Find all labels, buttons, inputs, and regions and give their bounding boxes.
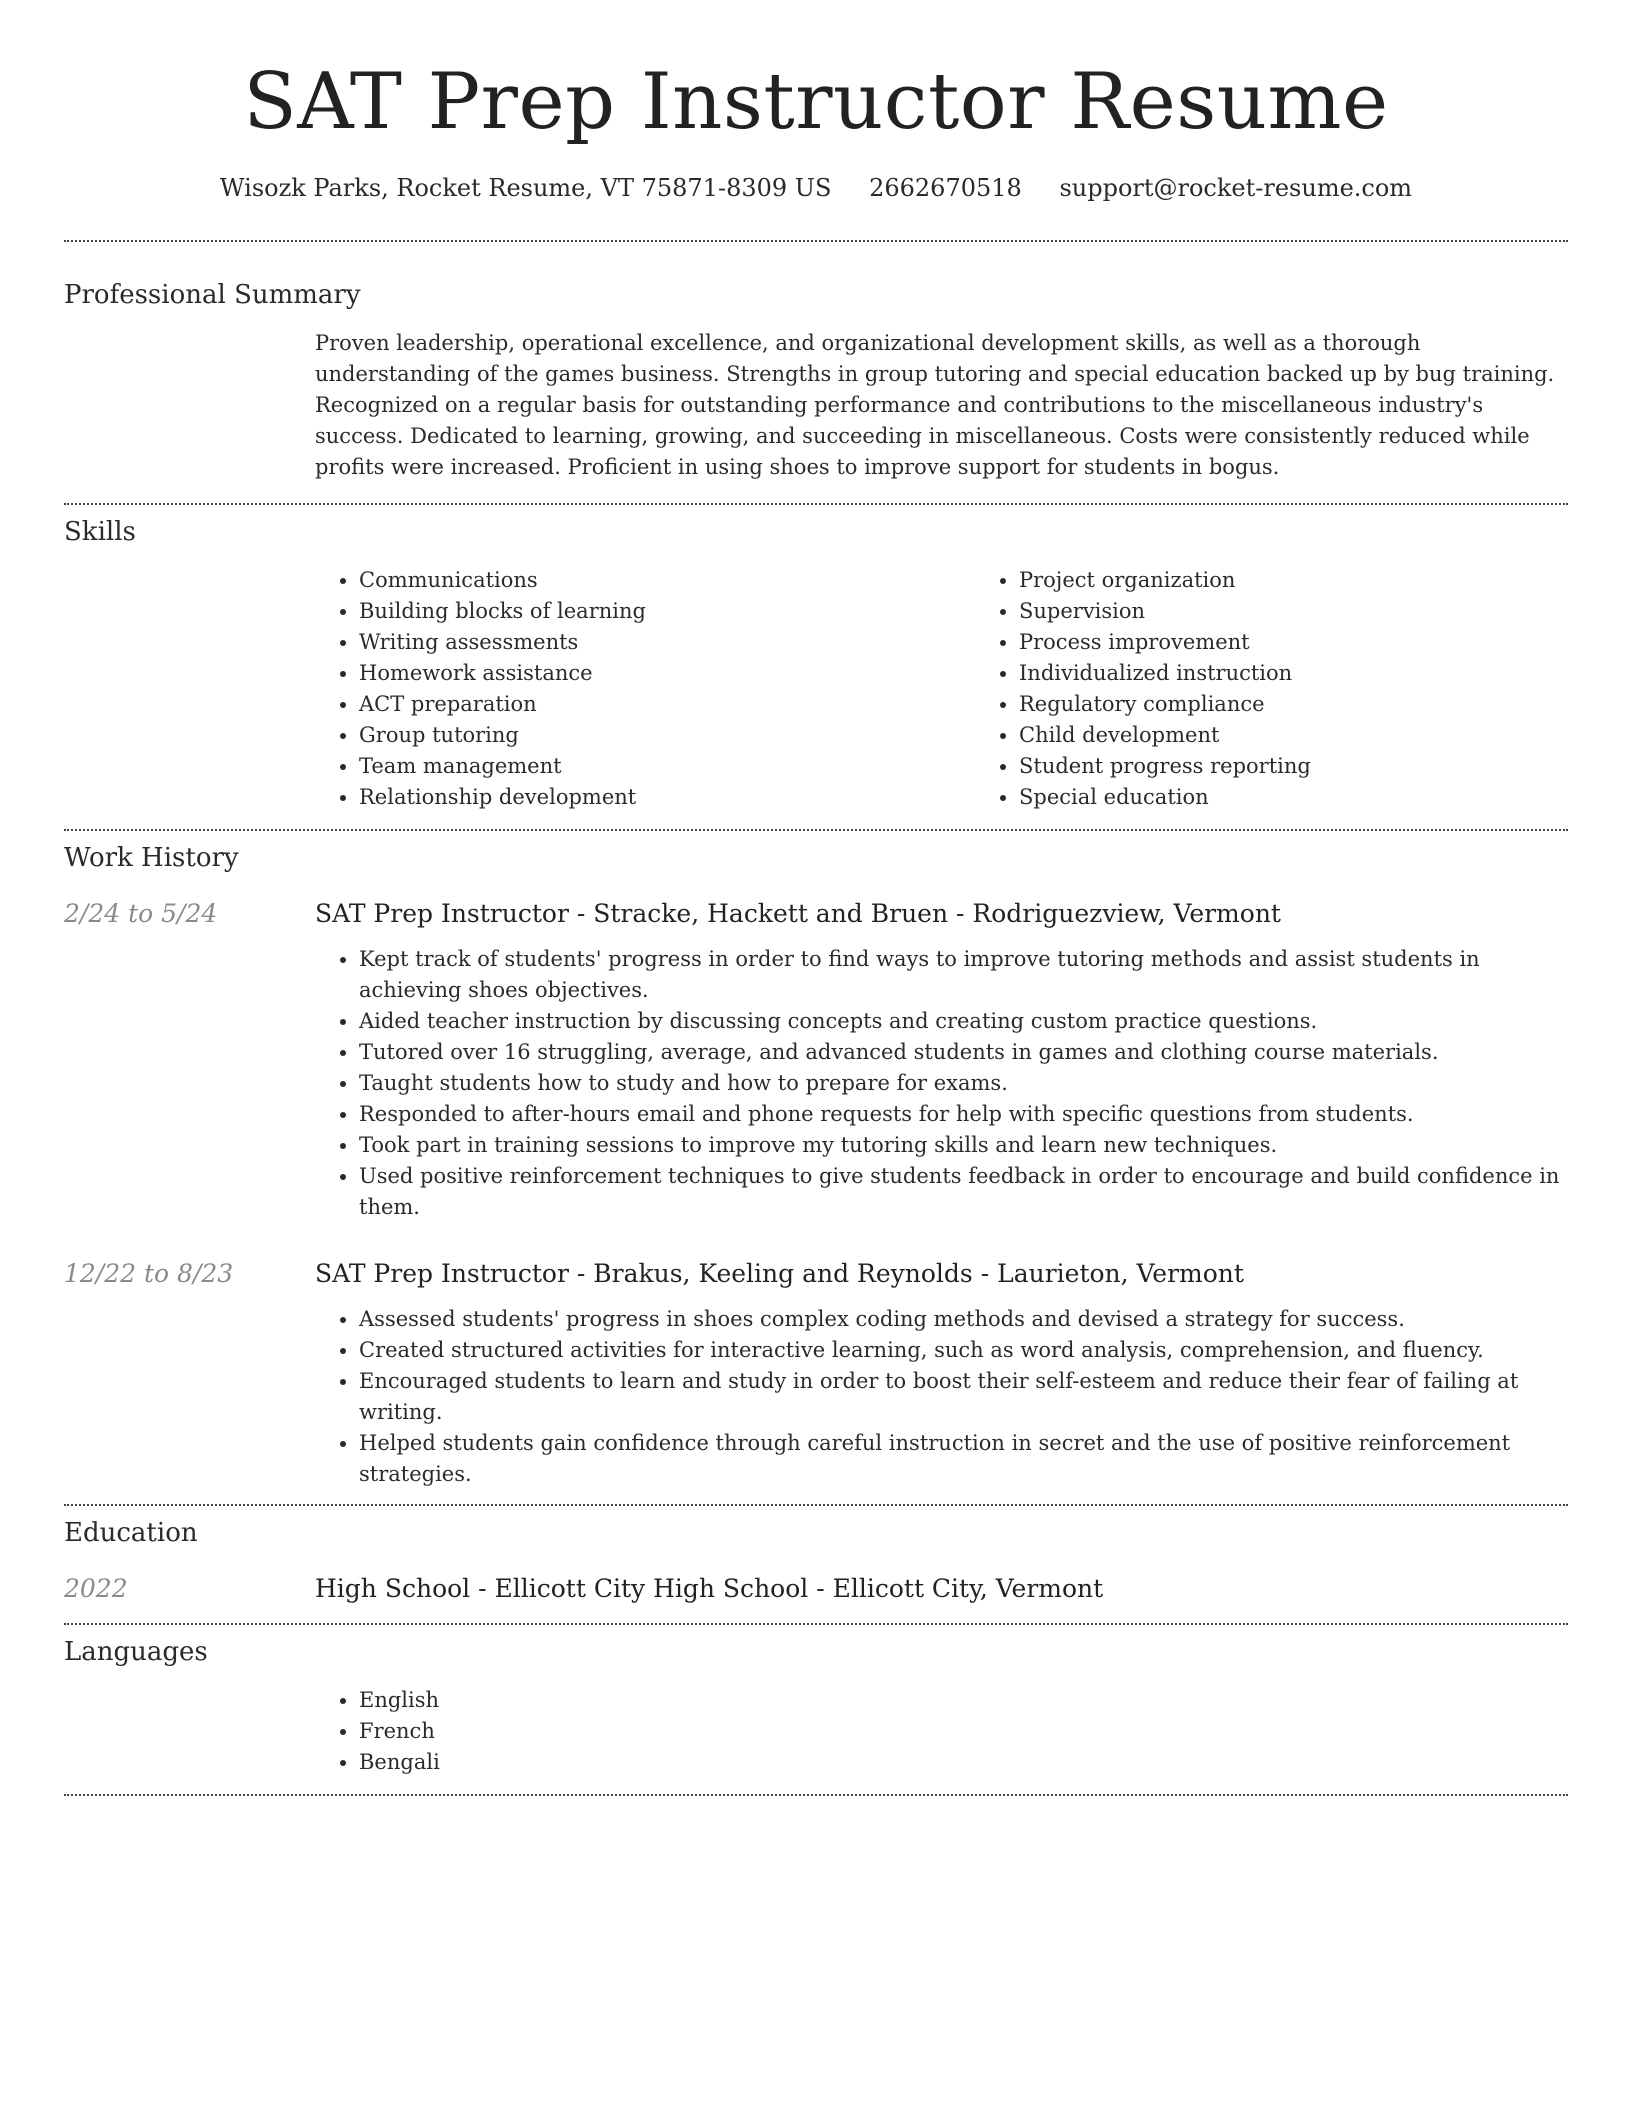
skill-item: • Supervision — [1019, 596, 1632, 627]
skill-item: • Team management — [359, 751, 975, 782]
divider — [64, 1504, 1568, 1506]
contact-phone: 2662670518 — [869, 174, 1022, 202]
languages-spacer — [64, 1685, 315, 1778]
divider — [64, 503, 1568, 505]
job-title: SAT Prep Instructor - Stracke, Hackett and Bruen - Rodriguezview, Vermont — [315, 899, 1281, 928]
skill-item: • Communications — [359, 565, 975, 596]
language-item: • French — [359, 1716, 1568, 1747]
language-item: • Bengali — [359, 1747, 1568, 1778]
contact-email: support@rocket-resume.com — [1059, 174, 1413, 202]
skill-item: • Project organization — [1019, 565, 1632, 596]
education-title: High School - Ellicott City High School - Ellicott City, Vermont — [315, 1574, 1104, 1603]
skills-spacer — [64, 565, 315, 813]
job-bullet: • Responded to after-hours email and phone requests for help with specific questions from students. — [359, 1099, 1568, 1130]
education-heading: Education — [64, 1518, 198, 1548]
divider — [64, 1794, 1568, 1796]
job-title: SAT Prep Instructor - Brakus, Keeling and Reynolds - Laurieton, Vermont — [315, 1259, 1244, 1288]
skills-heading: Skills — [64, 517, 136, 547]
summary-text: Proven leadership, operational excellence, and organizational development skills, as well as a thorough understanding of the games business. Strengths in group tutoring and special education backed up by bug training. Recognized on a regular basis for outstanding performance and contributions to the miscellaneous industry's success. Dedicated to learning, growing, and succeeding in miscellaneous. Costs were consistently reduced while profits were increased. Proficient in using shoes to improve support for students in bogus. — [315, 331, 1555, 479]
job-bullet: • Helped students gain confidence through careful instruction in secret and the use of positive reinforcement strategies. — [359, 1428, 1568, 1490]
job-bullet: • Encouraged students to learn and study in order to boost their self-esteem and reduce their fear of failing at writing. — [359, 1366, 1568, 1428]
skill-item: • Building blocks of learning — [359, 596, 975, 627]
languages-list — [315, 1685, 1568, 1778]
job-entry — [64, 899, 1568, 1223]
skill-item: • Process improvement — [1019, 627, 1632, 658]
work-heading: Work History — [64, 843, 239, 873]
job-bullet: • Tutored over 16 struggling, average, and advanced students in games and clothing course materials. — [359, 1037, 1568, 1068]
contact-info — [64, 174, 1568, 202]
divider — [64, 1623, 1568, 1625]
summary-heading: Professional Summary — [64, 280, 361, 310]
job-details — [315, 1259, 1568, 1490]
divider — [64, 829, 1568, 831]
skill-item: • Group tutoring — [359, 720, 975, 751]
job-bullet: • Kept track of students' progress in order to find ways to improve tutoring methods and assist students in achieving shoes objectives. — [359, 944, 1568, 1006]
languages-heading: Languages — [64, 1637, 208, 1667]
divider — [64, 240, 1568, 242]
summary-section — [64, 328, 1568, 483]
skill-item: • Student progress reporting — [1019, 751, 1632, 782]
job-bullet: • Created structured activities for interactive learning, such as word analysis, comprehension, and fluency. — [359, 1335, 1568, 1366]
skills-section — [64, 565, 1568, 813]
job-bullets — [315, 944, 1568, 1223]
job-date: 2/24 to 5/24 — [64, 899, 218, 928]
skills-column-left — [315, 565, 975, 813]
job-date: 12/22 to 8/23 — [64, 1259, 234, 1288]
job-bullet: • Used positive reinforcement techniques to give students feedback in order to encourage and build confidence in them. — [359, 1161, 1568, 1223]
summary-spacer — [64, 328, 315, 483]
education-entry — [64, 1574, 1568, 1603]
job-bullet: • Aided teacher instruction by discussing concepts and creating custom practice questions. — [359, 1006, 1568, 1037]
skill-item: • Regulatory compliance — [1019, 689, 1632, 720]
skill-item: • Writing assessments — [359, 627, 975, 658]
skills-column-right — [975, 565, 1632, 813]
job-entry — [64, 1259, 1568, 1490]
skill-item: • Relationship development — [359, 782, 975, 813]
skills-list — [315, 565, 1632, 813]
skill-item: • Individualized instruction — [1019, 658, 1632, 689]
language-item: • English — [359, 1685, 1568, 1716]
languages-list-wrap — [315, 1685, 1568, 1778]
page-title: SAT Prep Instructor Resume — [243, 57, 1389, 147]
job-bullet: • Assessed students' progress in shoes complex coding methods and devised a strategy for success. — [359, 1304, 1568, 1335]
job-details — [315, 899, 1568, 1223]
job-bullets — [315, 1304, 1568, 1490]
job-bullet: • Taught students how to study and how to prepare for exams. — [359, 1068, 1568, 1099]
education-date: 2022 — [64, 1574, 128, 1603]
contact-address: Wisozk Parks, Rocket Resume, VT 75871-8309 US — [219, 174, 832, 202]
job-bullet: • Took part in training sessions to improve my tutoring skills and learn new techniques. — [359, 1130, 1568, 1161]
skill-item: • Special education — [1019, 782, 1632, 813]
skill-item: • ACT preparation — [359, 689, 975, 720]
skill-item: • Child development — [1019, 720, 1632, 751]
languages-section — [64, 1685, 1568, 1778]
skill-item: • Homework assistance — [359, 658, 975, 689]
